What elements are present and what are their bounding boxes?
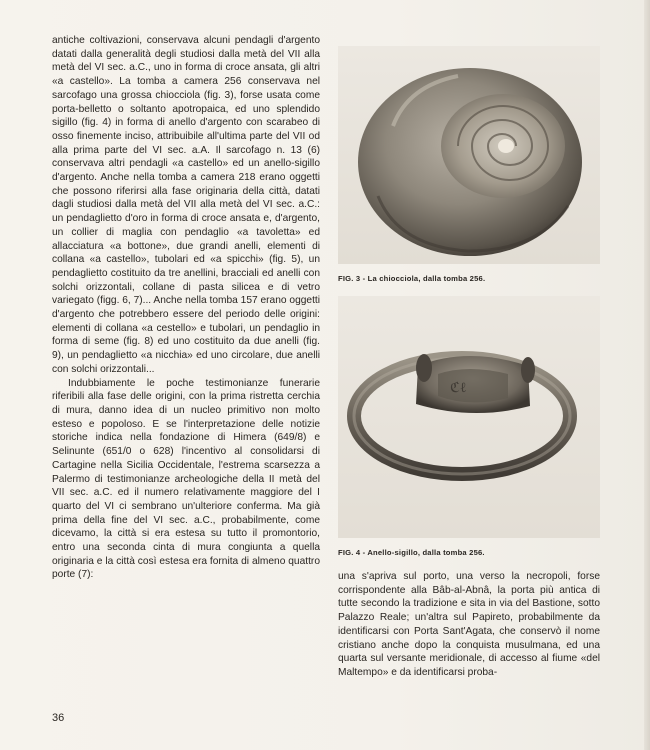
page-number: 36 [52,712,65,724]
seal-ring-image [338,296,600,538]
paragraph-1: antiche coltivazioni, conservava alcuni pendagli d'argento datati dalla generalità degli studiosi dalla metà del VII alla metà del VI sec. a.C., uno in forma di croce ansata, gli altri «a castello». La tomba a camera 256 conservava nel sarcofago una grossa chiocciola (fig. 3), forse usata come porta-belletto o soltanto apotropaica, ed uno splendido sigillo (fig. 4) in forma di anello d'argento con scarabeo di osso finemente inciso, attribuibile all'ultima parte del VII od alla prima parte del VI sec. a.A. Il sarcofago n. 13 (6) conservava altri pendagli «a castello» ed un anello-sigillo d'argento. Anche nella tomba a camera 218 erano oggetti che possono riferirsi alla fase originaria della città, datati dagli studiosi dalla metà del VII alla metà del VI sec. a.C.: un pendaglietto d'oro in forma di croce ansata e, d'argento, un collier di maglia con pendaglio «a tavoletta» ed allacciatura «a bottone», due grandi anelli, elementi di collana «a castello», tubolari ed «a spicchi» (fig. 5), un pendaglietto costituito da tre anellini, bracciali ed anelli con solchi orizzontali, collane di pasta silicea e di vetro variegato (figg. 6, 7)... Anche nella tomba 157 erano oggetti d'argento che potrebbero essere del periodo delle origini: elementi di collana «a cestello» e tubolari, un pendaglio in forma di seme (fig. 8) ed uno costituito da due anelli (fig. 9), un pendaglietto «a nicchia» ed uno circolare, due anelli con solchi orizzontali... [52,35,320,375]
snail-shell-image [338,46,600,264]
paragraph-2: Indubbiamente le poche testimonianze funerarie riferibili alla fase delle origini, con la prima ristretta cerchia di mura, danno idea di un nucleo primitivo non molto esteso e popoloso. E se l'interpretazione delle notizie storiche indica nella fondazione di Himera (649/8) e Selinunte (651/0 o 628) l'incentivo al consolidarsi di Cartagine nella Sicilia Occidentale, l'estrema scarsezza a Palermo di testimonianze archeologiche della II metà del VII sec. a.C. ed il numero relativamente maggiore del I quarto del VI ci sembrano un'ulteriore conferma. Ma già prima della fine del VI sec. a.C., probabilmente, come dicevamo, la città si era estesa su tutto il promontorio, entro una seconda cinta di mura congiunta a quella originaria e la città così estesa era fornita di almeno quattro porte (7): [52,377,320,581]
right-paragraph: una s'apriva sul porto, una verso la necropoli, forse corrispondente alla Bâb-al-Abnâ, la porta più antica di tutte secondo la tradizione e sita in via del Bastione, sotto Palazzo Reale; un'altra sul Papireto, probabilmente da identificarsi con Porta Sant'Agata, che conservò il nome cristiano anche dopo la conquista musulmana, ed una quarta sul versante meridionale, di accesso al fiume «del Maltempo» e da identificarsi proba- [338,571,600,678]
page-edge [644,0,650,750]
figure-3-snail-photo [338,46,600,264]
figure-4-ring-photo [338,296,600,538]
right-text-column [338,570,600,680]
figure-3-caption: FIG. 3 - La chiocciola, dalla tomba 256. [338,274,486,283]
svg-text:ℭℓ: ℭℓ [450,380,467,396]
left-text-column [52,34,320,582]
figure-4-caption: FIG. 4 - Anello-sigillo, dalla tomba 256. [338,548,485,557]
